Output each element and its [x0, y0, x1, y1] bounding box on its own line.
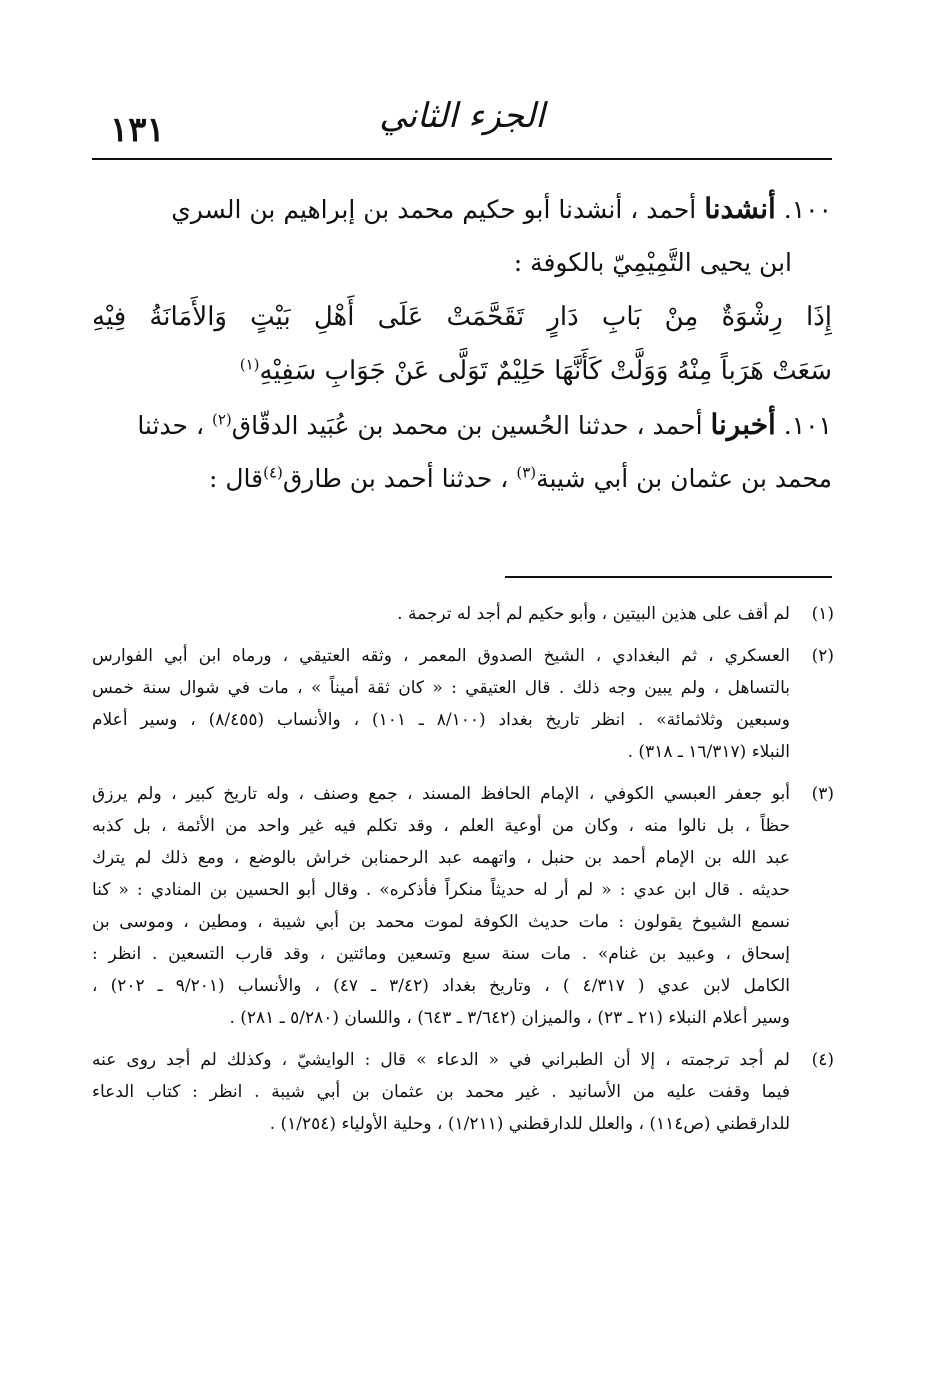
footnote-line: حديثه . قال ابن عدي : « لم أر له حديثاً منكراً فأذكره» . وقال أبو الحسين بن المنادي : « كنا	[92, 880, 790, 900]
footnote-line: لم أقف على هذين البيتين ، وأبو حكيم لم أجد له ترجمة .	[397, 604, 790, 624]
footnote-line: لم أجد ترجمته ، إلا أن الطبراني في « الدعاء » قال : الوايشيّ ، وكذلك لم أجد روى عنه	[92, 1050, 790, 1070]
poem-verse-1: إِذَا رِشْوَةٌ مِنْ بَابِ دَارٍ تَقَحَّمَتْ عَلَى أَهْلِ بَيْتٍ وَالأَمَانَةُ فِيْهِ	[92, 302, 832, 332]
footnote-number: (١)	[811, 604, 834, 624]
isnad-text: محمد بن عثمان بن أبي شيبة	[536, 464, 832, 493]
footnote-line: الكامل لابن عدي ( ٤/٣١٧ ) ، وتاريخ بغداد (٣/٤٢ ـ ٤٧) ، والأنساب (٩/٢٠١ ـ ٢٠٢) ،	[92, 976, 790, 996]
hadith-100-line-2: ابن يحيى التَّمِيْمِيّ بالكوفة :	[513, 248, 792, 277]
footnote-line: بالتساهل ، ولم يبين وجه ذلك . قال العتيقي : « كان ثقة أميناً » ، مات في شوال سنة خمس	[92, 678, 790, 698]
footnote-ref-4: (٤)	[263, 463, 283, 482]
footnote-line: أبو جعفر العبسي الكوفي ، الإمام الحافظ المسند ، جمع وصنف ، وله تاريخ كبير ، ولم يرزق	[92, 784, 790, 804]
isnad-text: أحمد ، حدثنا الحُسين بن محمد بن عُبَيد الدقّاق	[231, 411, 703, 440]
hadith-101-line-1	[92, 398, 832, 452]
page-number: ١٣١	[110, 110, 165, 150]
footnote-3	[92, 778, 834, 1034]
footnote-line: إسحاق ، وعبيد بن غنام» . مات سنة سبع وتسعين ومائتين ، وقد قارب التسعين . انظر :	[92, 944, 790, 964]
isnad-text: ، حدثنا أحمد بن طارق	[282, 464, 509, 493]
part-title: الجزء الثاني	[379, 96, 545, 136]
footnote-separator	[505, 576, 832, 578]
footnote-line: وسبعين وثلاثمائة» . انظر تاريخ بغداد (٨/١٠٠ ـ ١٠١) ، والأنساب (٨/٤٥٥) ، وسير أعلام	[92, 710, 790, 730]
footnote-ref-1: (١)	[239, 355, 260, 374]
footnote-line: فيما وقفت عليه من الأسانيد . غير محمد بن عثمان بن أبي شيبة . انظر : كتاب الدعاء	[92, 1082, 790, 1102]
isnad-text: ، حدثنا	[137, 411, 205, 440]
hadith-number: ١٠٠.	[783, 195, 832, 224]
footnote-line: النبلاء (١٦/٣١٧ ـ ٣١٨) .	[627, 742, 790, 762]
footnote-line: نسمع الشيوخ يقولون : مات حديث الكوفة لموت محمد بن أبي شيبة ، ومطين ، وموسى بن	[92, 912, 790, 932]
footnote-1	[92, 598, 834, 630]
poem-verse-2	[92, 344, 832, 398]
poem-verse-2-text: سَعَتْ هَرَباً مِنْهُ وَوَلَّتْ كَأَنَّهَا حَلِيْمٌ تَوَلَّى عَنْ جَوَابِ سَفِيْهِ	[259, 356, 832, 386]
narration-keyword: أخبرنا	[710, 408, 776, 441]
main-text	[92, 182, 832, 506]
footnote-4	[92, 1044, 834, 1140]
hadith-101-line-2	[92, 452, 832, 506]
footnote-2	[92, 640, 834, 768]
page-header	[92, 96, 832, 160]
footnote-number: (٢)	[811, 646, 834, 666]
hadith-number: ١٠١.	[783, 411, 832, 440]
isnad-text: أحمد ، أنشدنا أبو حكيم محمد بن إبراهيم بن السري	[171, 195, 697, 224]
footnote-ref-2: (٢)	[211, 410, 232, 429]
footnote-number: (٤)	[811, 1050, 834, 1070]
footnote-line: العسكري ، ثم البغدادي ، الشيخ الصدوق المعمر ، وثقه العتيقي ، ورماه ابن أبي الفوارس	[92, 646, 790, 666]
footnote-line: للدارقطني (ص١١٤) ، والعلل للدارقطني (١/٢١١) ، وحلية الأولياء (١/٢٥٤) .	[269, 1114, 790, 1134]
footnote-number: (٣)	[811, 784, 834, 804]
narration-keyword: أنشدنا	[704, 192, 776, 225]
footnote-ref-3: (٣)	[516, 463, 537, 482]
hadith-100-line-1	[92, 182, 832, 236]
footnote-line: عبد الله بن الإمام أحمد بن حنبل ، واتهمه عبد الرحمنابن خراش بالوضع ، ومع ذلك لم يترك	[92, 848, 790, 868]
isnad-text: قال :	[208, 464, 264, 493]
footnote-line: حظاً ، بل نالوا منه ، وكان من أوعية العلم ، وقد تكلم فيه غير واحد من الأئمة ، بل كذبه	[92, 816, 790, 836]
footnotes	[92, 598, 834, 1150]
footnote-line: وسير أعلام النبلاء (٢١ ـ ٢٣) ، والميزان (٣/٦٤٢ ـ ٦٤٣) ، واللسان (٥/٢٨٠ ـ ٢٨١) .	[229, 1008, 790, 1028]
